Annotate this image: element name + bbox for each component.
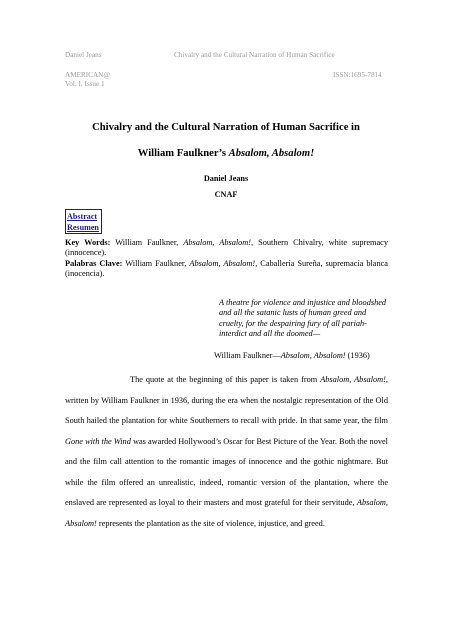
- keywords-label: Key Words:: [65, 238, 111, 247]
- header-running-title: Chivalry and the Cultural Narration of Human Sacrifice: [174, 51, 335, 59]
- abstract-links-box: [65, 209, 102, 234]
- paper-title-line2: [0, 148, 452, 159]
- title-italic: Absalom, Absalom!: [228, 148, 315, 159]
- title-text: William Faulkner’s: [137, 148, 229, 159]
- author-name: Daniel Jeans: [203, 174, 249, 183]
- body-italic: Absalom, Absalom!: [65, 498, 388, 528]
- affiliation: CNAF: [214, 190, 238, 199]
- body-italic: Absalom, Absalom!,: [320, 375, 388, 384]
- keywords-italic: Absalom, Absalom!: [183, 238, 252, 247]
- body-span: was awarded Hollywood’s Oscar for Best Picture of the Year. Both the novel and the film call attention to the romantic images of innocence and the gothic nightmare. But while the film offered an unrealistic, indeed, romantic version of the plantation, where the enslaved are represented as loyal to their masters and most grateful for their servitude,: [65, 436, 388, 507]
- body-text: [65, 370, 388, 534]
- epigraph-quote: A theatre for violence and injustice and bloodshed and all the satanic lusts of human greed and cruelty, for the despairing fury of all pariah-interdict and all the doomed—: [219, 298, 387, 338]
- header-volume: Vol. I, Issue 1: [65, 80, 105, 88]
- header-issn: ISSN:1695-7814: [333, 71, 382, 79]
- header-author: Daniel Jeans: [65, 51, 102, 59]
- body-span: represents the plantation as the site of violence, injustice, and greed.: [96, 518, 325, 528]
- palabras-italic: Absalom, Absalom!: [189, 258, 256, 268]
- attribution-author: William Faulkner—: [214, 351, 281, 360]
- resumen-link[interactable]: Resumen: [67, 223, 99, 232]
- palabras-label: Palabras Clave:: [65, 258, 123, 268]
- keywords-text-end: , Southern Chivalry, white supremacy (innocence).: [65, 238, 388, 258]
- keywords-es: [65, 259, 388, 280]
- abstract-link[interactable]: Abstract: [67, 212, 98, 221]
- body-span: written by William Faulkner in 1936, during the era when the nostalgic representation of the Old South hailed the plantation for white Southerners to recall with pride. In that same year, the film: [65, 395, 388, 425]
- paper-title-line1: Chivalry and the Cultural Narration of Human Sacrifice in: [92, 122, 360, 133]
- body-span: The quote at the beginning of this paper is taken from: [130, 375, 321, 384]
- body-paragraph: [65, 370, 388, 534]
- keywords-text: William Faulkner,: [110, 238, 184, 247]
- attribution-year: (1936): [345, 351, 370, 360]
- body-italic: Gone with the Wind: [65, 436, 131, 446]
- epigraph-attribution: [214, 351, 370, 360]
- header-journal: AMERICAN@: [65, 71, 110, 79]
- keywords-en: [65, 238, 388, 259]
- palabras-text-end: , Caballería Sureña, supremacía blanca (inocencia).: [65, 258, 388, 278]
- palabras-text: William Faulkner,: [122, 258, 190, 268]
- keywords-block: [65, 238, 388, 279]
- attribution-title: Absalom, Absalom!: [280, 351, 346, 360]
